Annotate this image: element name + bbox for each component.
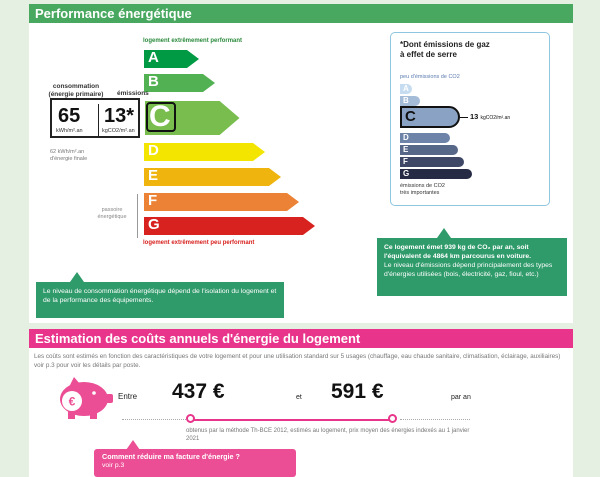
- callout-left-pointer: [70, 272, 84, 282]
- dpe-class-c: [143, 99, 243, 137]
- conso-unit: kWh/m².an: [56, 128, 83, 134]
- callout-right-line1: Ce logement émet 939 kg de CO₂ par an, soit l'équivalent de 4864 km parcourus en voiture.: [384, 244, 532, 260]
- ges-class-e: [400, 145, 458, 155]
- callout-left: Le niveau de consommation énergétique dépend de l'isolation du logement et de la performance des équipements.: [36, 282, 284, 318]
- costs-dotted-line-right: [400, 419, 470, 420]
- ges-class-letter: A: [403, 84, 409, 93]
- dpe-class-letter: F: [148, 192, 158, 209]
- dpe-class-b: [143, 73, 217, 93]
- ges-class-d: [400, 133, 450, 143]
- costs-min: 437 €: [172, 380, 225, 403]
- ges-class-f: [400, 157, 464, 167]
- emissions-label: émissions: [117, 90, 149, 97]
- dpe-class-e: [143, 167, 283, 187]
- dpe-class-letter: G: [148, 216, 160, 233]
- reduce-callout-sub: voir p.3: [102, 462, 125, 469]
- costs-method: obtenus par la méthode Th-BCE 2012, estimés au logement, prix moyen des énergies indexés au 1 janvier 2021: [186, 428, 470, 442]
- dpe-class-letter: D: [148, 142, 159, 159]
- costs-dotted-line: [122, 419, 190, 420]
- dpe-bottom-label: logement extrêmement peu performant: [143, 240, 255, 246]
- ges-class-a: [400, 84, 412, 94]
- dpe-class-f: [143, 192, 301, 212]
- passoire-bracket: [137, 194, 138, 238]
- costs-max: 591 €: [331, 380, 384, 403]
- costs-intro: Les coûts sont estimés en fonction des caractéristiques de votre logement et pour une utilisation standard sur 5 usages (chauffage, eau chaude sanitaire, climatisation, éclairage, auxiliaires) voir p.3 pour voir les détails par poste.: [34, 353, 561, 369]
- svg-text:€: €: [68, 394, 76, 409]
- conso-value: 65: [58, 105, 81, 127]
- callout-right: [377, 238, 567, 296]
- ges-class-letter: F: [403, 157, 408, 166]
- reduce-callout-title: Comment réduire ma facture d'énergie ?: [102, 452, 240, 461]
- costs-range-line: [192, 419, 392, 421]
- dpe-class-d: [143, 142, 267, 162]
- ges-class-c: [400, 106, 460, 128]
- costs-header: Estimation des coûts annuels d'énergie du logement: [29, 329, 573, 348]
- callout-right-line2: Le niveau d'émissions dépend principalement des types d'énergies utilisées (bois, électricité, gaz, fioul, etc.): [384, 262, 553, 278]
- ges-class-letter: E: [403, 145, 409, 154]
- conso-label: consommation (énergie primaire): [48, 83, 104, 98]
- conso-divider: [98, 104, 99, 136]
- range-min-marker: [186, 414, 195, 423]
- final-energy: 62 kWh/m².an d'énergie finale: [50, 149, 88, 162]
- costs-et: et: [296, 394, 302, 401]
- ges-value-unit: kgCO2/m².an: [480, 115, 511, 121]
- conso-box: [50, 98, 140, 138]
- range-max-marker: [388, 414, 397, 423]
- dpe-class-letter: E: [148, 167, 159, 184]
- dpe-class-letter: B: [148, 73, 159, 90]
- ges-class-letter: C: [405, 108, 416, 125]
- piggy-bank-icon: [50, 377, 114, 421]
- dpe-class-letter: A: [148, 49, 159, 66]
- dpe-class-g: [143, 216, 317, 236]
- ges-class-letter: D: [403, 133, 409, 142]
- dpe-class-a: [143, 49, 201, 69]
- ges-title: *Dont émissions de gaz à effet de serre: [400, 40, 490, 59]
- ges-bottom-label: émissions de CO2 très importantes: [400, 183, 445, 196]
- costs-par-an: par an: [451, 394, 471, 401]
- ges-value-connector: [460, 117, 468, 118]
- reduce-callout[interactable]: [94, 449, 296, 477]
- performance-header: Performance énergétique: [29, 4, 573, 23]
- ges-value: [470, 112, 510, 121]
- dpe-top-label: logement extrêmement performant: [143, 38, 243, 44]
- ges-class-letter: B: [403, 96, 409, 105]
- passoire-label: passoire énergétique: [97, 207, 127, 220]
- ges-value-number: 13: [470, 112, 479, 121]
- ges-class-letter: G: [403, 169, 410, 178]
- dpe-class-letter: C: [149, 100, 171, 133]
- emissions-unit: kgCO2/m².an: [102, 128, 135, 134]
- costs-entre: Entre: [118, 392, 138, 401]
- ges-top-label: peu d'émissions de CO2: [400, 74, 460, 80]
- ges-class-g: [400, 169, 472, 179]
- ges-class-b: [400, 96, 420, 106]
- callout-right-pointer: [437, 228, 451, 238]
- emissions-value: 13*: [104, 105, 135, 127]
